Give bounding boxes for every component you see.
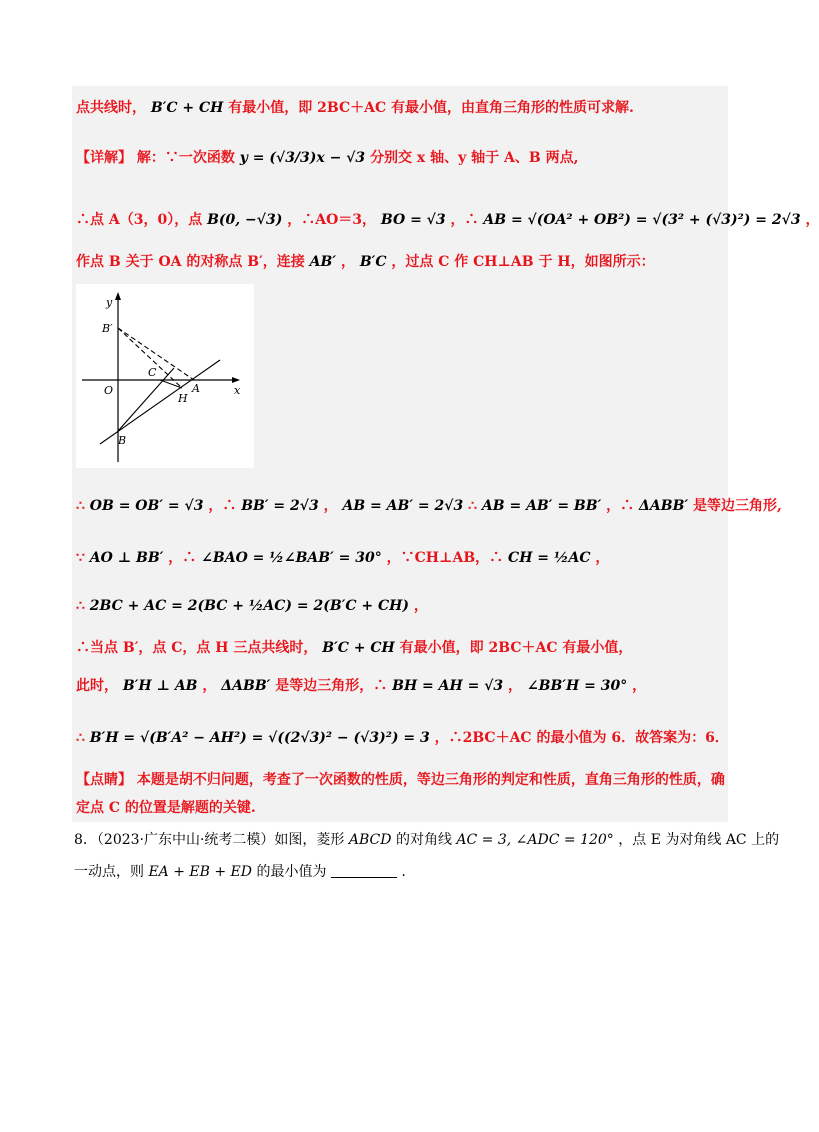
solution-line-4 [76,252,655,272]
text: 解：∵一次函数 [136,150,235,166]
figure-svg [76,284,254,468]
label-a: A [192,382,200,395]
text: 作点 B 关于 OA 的对称点 B′，连接 [76,254,305,270]
solution-line-1 [76,98,634,118]
solution-line-11 [76,770,725,790]
text: ∴ [76,598,85,614]
text: ∴当点 B′，点 C，点 H 三点共线时， [76,640,318,656]
text: 的对角线 [395,832,452,848]
text: ， [595,550,610,566]
text: 分别交 x 轴、y 轴于 A、B 两点, [370,150,579,166]
line-bc [118,368,174,431]
text: ， [202,678,217,694]
text: ∴ [468,498,478,514]
text: ∴ [76,730,85,746]
text: 点共线时， [76,100,146,116]
math-expr: y = (√3/3)x − √3 [239,150,366,166]
math-expr: ∠BAO = ½∠BAB′ = 30° [201,550,382,566]
text: ，过点 C 作 CH⊥AB 于 H，如图所示： [391,254,655,270]
math-expr: B′C + CH [322,640,395,656]
label-h: H [178,392,188,405]
math-expr: AB = AB′ = BB′ [481,498,602,514]
line-ch [160,380,182,388]
math-expr: CH = ½AC [508,550,591,566]
insight-tag: 【点睛】 [76,772,132,788]
coordinate-figure [76,284,254,468]
math-expr: OB = OB′ = √3 [89,498,204,514]
question-line-2 [74,862,406,882]
solution-line-5 [76,496,782,516]
text: ，点 E 为对角线 AC 上的 [618,832,780,848]
math-expr: AB = √(OA² + OB²) = √(3² + (√3)²) = 2√3 [483,212,801,228]
text: ，∴2BC＋AC 的最小值为 6．故答案为：6． [434,730,729,746]
text: 有最小值，即 2BC＋AC 有最小值，由直角三角形的性质可求解. [228,100,634,116]
math-expr: AB = AB′ = 2√3 [342,498,464,514]
math-expr: AO ⊥ BB′ [89,550,164,566]
label-y: y [106,296,113,309]
math-expr: BH = AH = √3 [392,678,504,694]
question-line-1 [74,830,779,850]
text: 有最小值，即 2BC＋AC 有最小值， [399,640,633,656]
math-expr: BO = √3 [380,212,446,228]
text: ，∴AO＝3， [287,212,377,228]
text: 是等边三角形，∴ [275,678,388,694]
math-expr: B(0, −√3) [207,212,283,228]
text: ，∴ [450,212,479,228]
math-expr: B′C [359,254,387,270]
text: ∴ [76,498,85,514]
math-expr: AC = 3, ∠ADC = 120° [456,832,614,848]
text: ，∴ [606,498,635,514]
text: 定点 C 的位置是解题的关键. [76,800,256,816]
label-o: O [104,384,114,397]
line-bph-dashed [118,328,182,388]
math-expr: ∠BB′H = 30° [526,678,628,694]
math-expr: EA + EB + ED [148,864,252,880]
text: 8．（2023·广东中山·统考二模）如图，菱形 [74,832,345,848]
solution-line-7 [76,596,428,616]
label-b: B [118,434,127,447]
math-expr: 2BC + AC = 2(BC + ½AC) = 2(B′C + CH) [89,598,410,614]
math-expr: B′H ⊥ AB [122,678,198,694]
text: ，∴ [208,498,237,514]
text: ， [632,678,647,694]
text: 是等边三角形, [693,498,782,514]
detail-tag: 【详解】 [76,150,132,166]
text: ，∴ [168,550,197,566]
math-expr: ABCD [348,832,392,848]
solution-line-9 [76,676,646,696]
math-expr: B′C + CH [150,100,224,116]
solution-line-2 [76,148,578,168]
math-expr: BB′ = 2√3 [241,498,319,514]
text: ， [805,212,819,228]
y-arrow-icon [115,292,121,300]
solution-line-6 [76,548,609,568]
text: ∵ [76,550,85,566]
text: 此时， [76,678,118,694]
solution-line-3 [76,210,819,230]
text: . [401,864,406,880]
math-expr: AB′ [309,254,337,270]
solution-line-10 [76,728,729,748]
math-expr: ΔABB′ [221,678,271,694]
text: ， [340,254,355,270]
label-x: x [234,384,241,397]
math-expr: ΔABB′ [639,498,689,514]
x-arrow-icon [232,377,240,383]
text: ， [508,678,523,694]
text: ，∵CH⊥AB，∴ [386,550,504,566]
math-expr: B′H = √(B′A² − AH²) = √((2√3)² − (√3)²) = 3 [89,730,430,746]
label-b-prime: B′ [102,322,113,335]
text: 的最小值为 [256,864,327,880]
solution-line-8 [76,638,632,658]
label-c: C [148,366,157,379]
text: ∴点 A（3，0），点 [76,212,203,228]
text: 一动点，则 [74,864,144,880]
text: ， [413,598,428,614]
text: 本题是胡不归问题，考查了一次函数的性质，等边三角形的判定和性质，直角三角形的性质，确 [136,772,725,788]
text: ， [323,498,338,514]
answer-blank[interactable] [331,864,397,878]
solution-line-12 [76,798,256,818]
